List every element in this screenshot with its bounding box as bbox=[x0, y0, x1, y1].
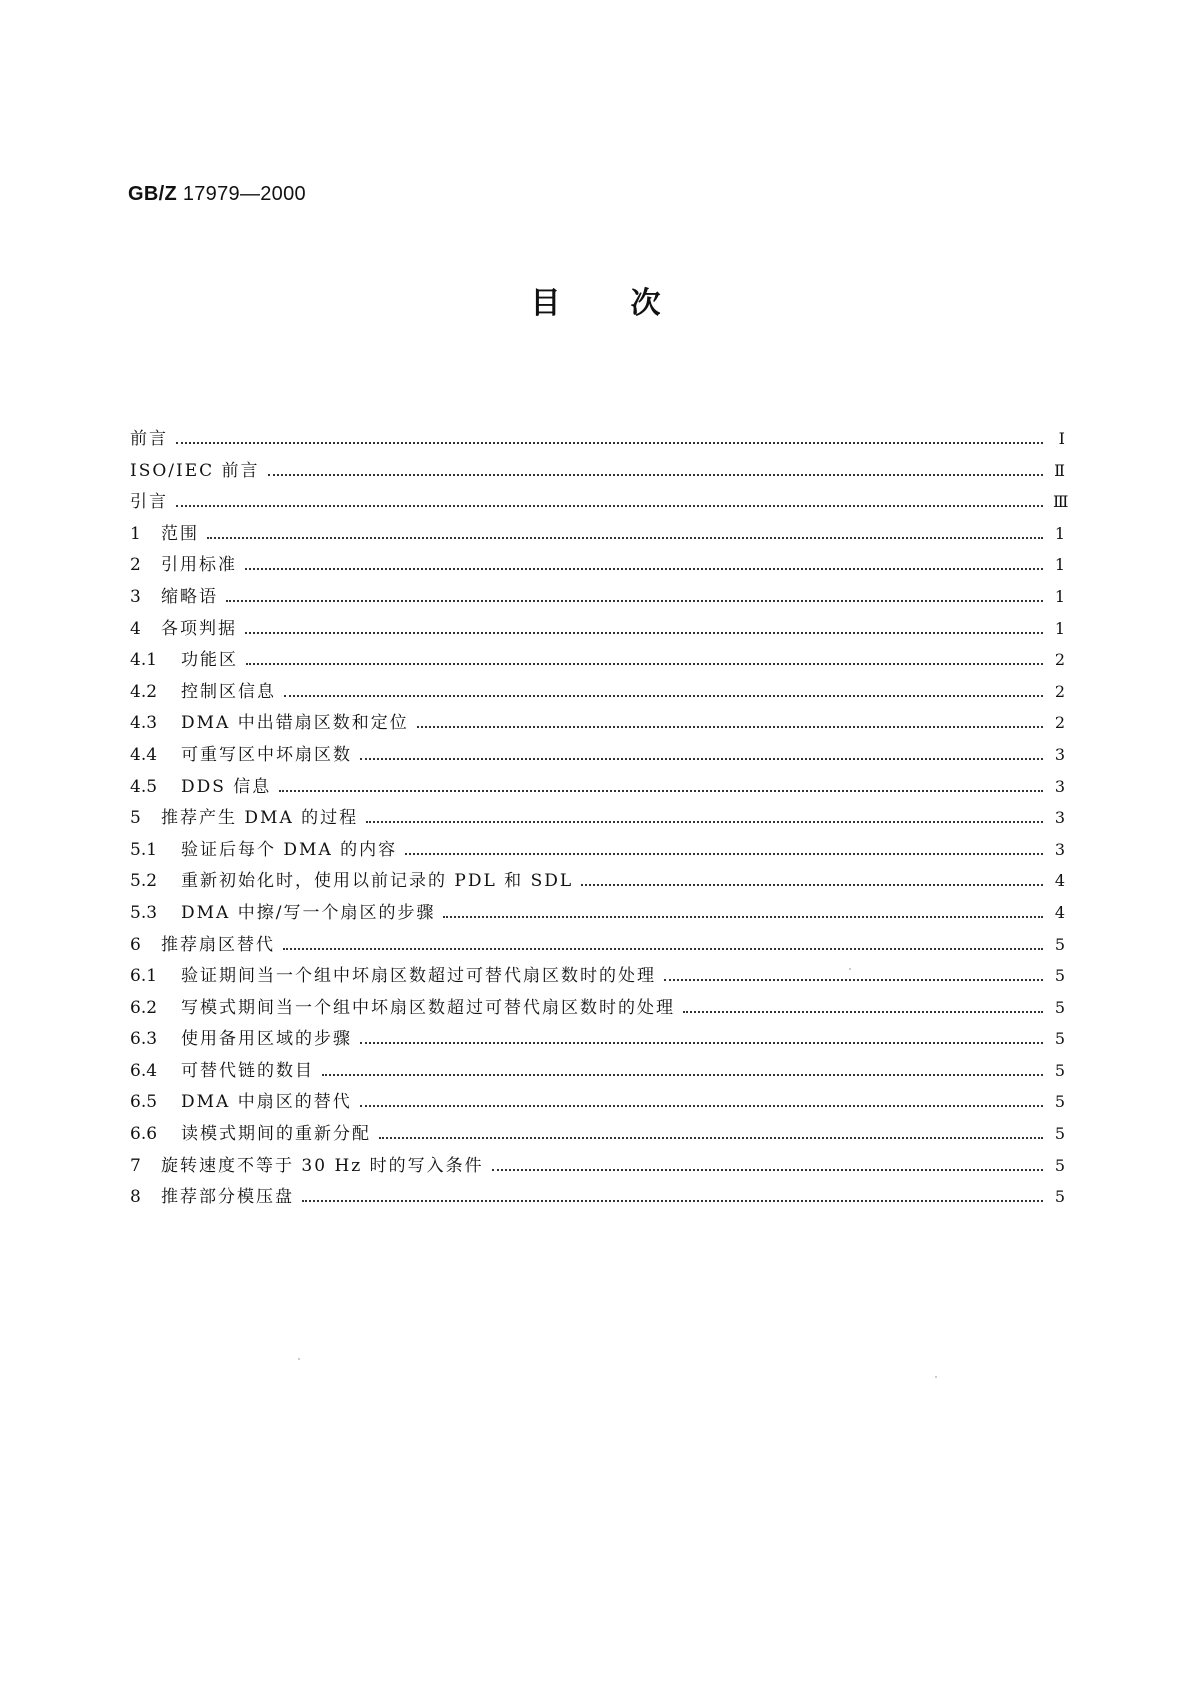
toc-entry bbox=[130, 898, 1065, 930]
toc-dot-leader bbox=[283, 947, 1043, 950]
toc-entry-label: 功能区 bbox=[181, 650, 238, 671]
toc-entry-number: 5.2 bbox=[130, 871, 158, 892]
toc-entry-label: 使用备用区域的步骤 bbox=[181, 1029, 352, 1050]
toc-dot-leader bbox=[284, 694, 1043, 697]
toc-entry-number: 4 bbox=[130, 618, 141, 639]
toc-entry-page: I bbox=[1058, 429, 1065, 448]
toc-entry bbox=[130, 1087, 1065, 1119]
scan-speck bbox=[298, 1358, 300, 1360]
toc-entry bbox=[130, 487, 1069, 519]
toc-title: 目次 bbox=[530, 286, 731, 321]
toc-entry bbox=[130, 961, 1065, 993]
toc-entry-label: 写模式期间当一个组中坏扇区数超过可替代扇区数时的处理 bbox=[181, 997, 675, 1018]
toc-dot-leader bbox=[405, 852, 1043, 855]
toc-dot-leader bbox=[207, 536, 1043, 539]
toc-dot-leader bbox=[492, 1168, 1043, 1171]
toc-entry-label: 推荐部分模压盘 bbox=[161, 1187, 294, 1208]
toc-dot-leader bbox=[279, 789, 1043, 792]
toc-entry-page: Ⅲ bbox=[1053, 492, 1069, 512]
toc-dot-leader bbox=[176, 441, 1043, 444]
toc-entry-label: 缩略语 bbox=[161, 586, 218, 607]
toc-dot-leader bbox=[245, 631, 1043, 634]
toc-entry-label: 验证后每个 DMA 的内容 bbox=[181, 839, 398, 860]
toc-entry-page: 3 bbox=[1054, 776, 1065, 796]
toc-entry-number: 5.1 bbox=[130, 839, 158, 860]
toc-dot-leader bbox=[417, 725, 1043, 728]
toc-entry-number: 5.3 bbox=[130, 902, 158, 923]
toc-dot-leader bbox=[360, 1041, 1043, 1044]
toc-entry-page: Ⅱ bbox=[1054, 460, 1065, 480]
toc-entry bbox=[130, 1119, 1065, 1151]
toc-dot-leader bbox=[302, 1199, 1043, 1202]
toc-entry-label: 前言 bbox=[130, 429, 168, 449]
toc-entry-page: 2 bbox=[1054, 681, 1065, 701]
toc-entry-page: 5 bbox=[1054, 1060, 1065, 1080]
toc-entry-label: 推荐产生 DMA 的过程 bbox=[161, 808, 359, 829]
toc-entry-number: 4.1 bbox=[130, 650, 158, 671]
toc-entry bbox=[130, 772, 1065, 804]
toc-entry-page: 4 bbox=[1054, 871, 1065, 891]
toc-entry-page: 2 bbox=[1054, 650, 1065, 670]
toc-entry bbox=[130, 645, 1065, 677]
toc-entry bbox=[130, 993, 1065, 1025]
toc-dot-leader bbox=[360, 1104, 1043, 1107]
toc-entry-number: 6.1 bbox=[130, 966, 158, 987]
toc-entry-page: 1 bbox=[1054, 523, 1065, 543]
toc-entry bbox=[130, 519, 1065, 551]
toc-entry bbox=[130, 835, 1065, 867]
toc-entry bbox=[130, 930, 1065, 962]
table-of-contents bbox=[130, 424, 1069, 1214]
toc-entry-label: 各项判据 bbox=[161, 618, 237, 639]
toc-dot-leader bbox=[245, 567, 1043, 570]
toc-entry-label: 推荐扇区替代 bbox=[161, 934, 275, 955]
toc-entry-number: 1 bbox=[130, 523, 141, 544]
toc-entry bbox=[130, 677, 1065, 709]
toc-entry-number: 8 bbox=[130, 1187, 141, 1208]
toc-dot-leader bbox=[379, 1136, 1043, 1139]
scan-speck bbox=[935, 1376, 937, 1378]
toc-entry-page: 5 bbox=[1054, 966, 1065, 986]
toc-entry bbox=[130, 614, 1065, 646]
toc-entry-page: 1 bbox=[1054, 618, 1065, 638]
toc-entry bbox=[130, 424, 1065, 456]
toc-entry-page: 1 bbox=[1054, 555, 1065, 575]
toc-entry-page: 5 bbox=[1054, 934, 1065, 954]
toc-entry-number: 6.5 bbox=[130, 1092, 158, 1113]
toc-entry-label: 旋转速度不等于 30 Hz 时的写入条件 bbox=[161, 1155, 484, 1176]
toc-entry bbox=[130, 740, 1065, 772]
toc-entry-number: 4.4 bbox=[130, 744, 158, 765]
toc-entry-number: 7 bbox=[130, 1155, 141, 1176]
toc-entry-page: 5 bbox=[1054, 1124, 1065, 1144]
toc-entry-label: 引言 bbox=[130, 492, 168, 513]
toc-entry-number: 4.3 bbox=[130, 713, 158, 734]
toc-entry-label: ISO/IEC 前言 bbox=[130, 460, 260, 481]
toc-entry-number: 6.2 bbox=[130, 997, 158, 1018]
toc-entry-number: 3 bbox=[130, 586, 141, 607]
toc-entry bbox=[130, 550, 1065, 582]
toc-entry-label: 验证期间当一个组中坏扇区数超过可替代扇区数时的处理 bbox=[181, 966, 656, 987]
toc-dot-leader bbox=[664, 978, 1043, 981]
toc-entry-label: 重新初始化时，使用以前记录的 PDL 和 SDL bbox=[181, 871, 574, 892]
toc-dot-leader bbox=[226, 599, 1043, 602]
toc-dot-leader bbox=[366, 820, 1043, 823]
toc-entry bbox=[130, 803, 1065, 835]
toc-entry-page: 3 bbox=[1054, 744, 1065, 764]
toc-entry-page: 3 bbox=[1054, 808, 1065, 828]
toc-entry bbox=[130, 708, 1065, 740]
toc-dot-leader bbox=[268, 473, 1043, 476]
toc-dot-leader bbox=[360, 757, 1043, 760]
toc-entry-label: 可重写区中坏扇区数 bbox=[181, 744, 352, 765]
toc-entry-number: 6.6 bbox=[130, 1124, 158, 1145]
toc-entry-label: DDS 信息 bbox=[181, 776, 272, 797]
toc-entry bbox=[130, 1182, 1065, 1214]
toc-entry-label: 可替代链的数目 bbox=[181, 1060, 314, 1081]
toc-entry-label: DMA 中擦/写一个扇区的步骤 bbox=[181, 902, 436, 923]
toc-entry-number: 5 bbox=[130, 808, 141, 829]
toc-entry-label: 引用标准 bbox=[161, 555, 237, 576]
toc-entry-label: DMA 中扇区的替代 bbox=[181, 1092, 352, 1113]
toc-entry-number: 2 bbox=[130, 555, 141, 576]
toc-entry bbox=[130, 1151, 1065, 1183]
toc-entry bbox=[130, 582, 1065, 614]
toc-entry-number: 6.3 bbox=[130, 1029, 158, 1050]
toc-entry bbox=[130, 866, 1065, 898]
toc-dot-leader bbox=[683, 1010, 1043, 1013]
toc-entry-page: 5 bbox=[1054, 1029, 1065, 1049]
toc-dot-leader bbox=[322, 1073, 1043, 1076]
toc-dot-leader bbox=[176, 504, 1043, 507]
toc-entry-page: 1 bbox=[1054, 586, 1065, 606]
toc-entry-number: 4.5 bbox=[130, 776, 158, 797]
toc-entry-label: DMA 中出错扇区数和定位 bbox=[181, 713, 409, 734]
toc-entry-page: 2 bbox=[1054, 713, 1065, 733]
toc-entry-number: 6 bbox=[130, 934, 141, 955]
toc-entry-number: 4.2 bbox=[130, 681, 158, 702]
document-code-prefix: GB/Z bbox=[128, 183, 177, 205]
toc-dot-leader bbox=[246, 662, 1043, 665]
document-code-number: 17979—2000 bbox=[176, 183, 306, 205]
toc-entry bbox=[130, 1024, 1065, 1056]
toc-entry-page: 5 bbox=[1054, 997, 1065, 1017]
document-code bbox=[128, 183, 306, 206]
toc-entry-page: 5 bbox=[1054, 1155, 1065, 1175]
toc-entry-page: 3 bbox=[1054, 839, 1065, 859]
toc-entry-label: 范围 bbox=[161, 523, 199, 544]
scan-speck bbox=[849, 968, 851, 970]
toc-entry bbox=[130, 456, 1065, 488]
toc-entry-number: 6.4 bbox=[130, 1060, 158, 1081]
toc-entry-page: 5 bbox=[1054, 1187, 1065, 1207]
toc-entry-page: 5 bbox=[1054, 1092, 1065, 1112]
toc-dot-leader bbox=[581, 883, 1043, 886]
toc-entry bbox=[130, 1056, 1065, 1088]
toc-entry-page: 4 bbox=[1054, 902, 1065, 922]
toc-entry-label: 控制区信息 bbox=[181, 681, 276, 702]
toc-dot-leader bbox=[443, 915, 1043, 918]
toc-entry-label: 读模式期间的重新分配 bbox=[181, 1124, 371, 1145]
